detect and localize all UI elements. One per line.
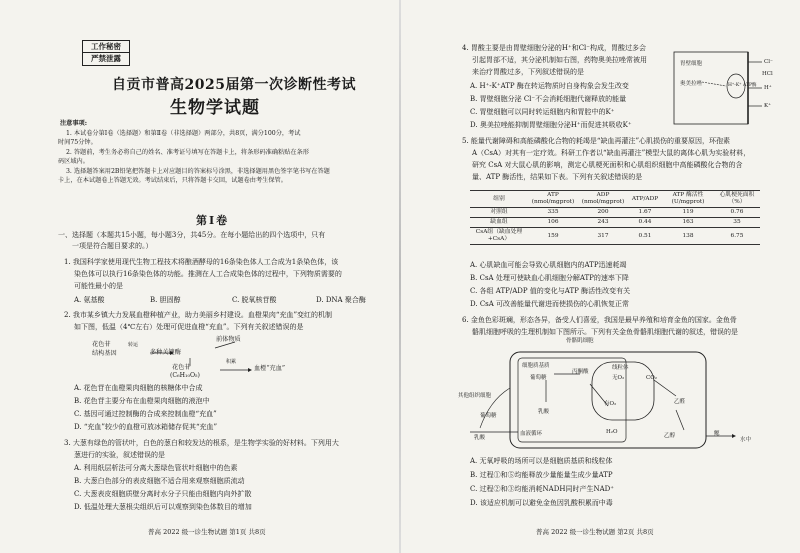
- q5-stem-b: A（CsA）对其有一定疗效。科研工作者以“缺血再灌注”模型大鼠的离体心肌为实验材料，: [472, 149, 751, 157]
- note-2a: 2. 答题前，考生务必将自己的姓名、准考证号填写在答题卡上，将条形码准确粘贴在条形: [66, 149, 309, 156]
- instructions-b: 一项是符合题目要求的。）: [72, 242, 153, 250]
- q1-stem-c: 可能性最小的是: [74, 282, 123, 290]
- q6-fig-pyruvate: 丙酮酸: [572, 369, 589, 375]
- q4-option-c: C. 胃壁细胞可以同时转运细胞内和胃腔中的K⁺: [470, 108, 615, 116]
- confidential-stamp: [82, 40, 130, 66]
- table-cell: 159: [528, 228, 578, 245]
- q6-fig-with-o2: 有O₂: [604, 401, 617, 407]
- q3-option-c: C. 大葱表皮细胞质壁分离时水分子只能由细胞内向外扩散: [74, 490, 252, 498]
- q5-stem-d: 量、ATP 酶活性，结果如下表。下列有关叙述错误的是: [472, 173, 643, 181]
- q4-stem-c: 来治疗胃酸过多，下列叙述错误的是: [472, 68, 584, 76]
- q6-fig-no-o2: 无O₂: [612, 375, 625, 381]
- table-row: [470, 218, 760, 228]
- table-header: ADP (nmol/mgprot): [578, 191, 628, 208]
- q5-option-a: A. 心肌缺血可能会导致心肌细胞内的ATP迅速耗竭: [470, 261, 627, 269]
- q6-option-a: A. 无氧呼吸的场所可以是细胞质基质和线粒体: [470, 457, 613, 465]
- q6-fig-co2: CO₂: [646, 375, 657, 381]
- q6-option-b: B. 过程①和⑤均能释放少量能量生成少量ATP: [470, 471, 613, 479]
- stamp-line1: 工作秘密: [83, 41, 129, 53]
- section-title: 第Ⅰ卷: [196, 214, 230, 227]
- q6-fig-lactate2: 乳酸: [474, 435, 486, 441]
- table-cell: 35: [714, 218, 760, 228]
- q1-option-c: C. 脱氧核苷酸: [232, 296, 277, 304]
- q6-option-d: D. 该适应机制可以避免金鱼因乳酸积累而中毒: [470, 499, 613, 507]
- q6-arrowhead-6: [732, 434, 736, 438]
- q4-fig-pump: H⁺-K⁺ ATP酶: [728, 83, 757, 88]
- table-cell: 6.75: [714, 228, 760, 245]
- q5-option-b: B. CsA 处理可使缺血心肌细胞分解ATP的速率下降: [470, 274, 629, 282]
- note-1a: 1. 本试卷分第Ⅰ卷（选择题）和第Ⅱ卷（非选择题）两部分，共8页，满分100分，考试: [66, 130, 301, 137]
- q4-option-a: A. H⁺-K⁺ATP 酶在转运物质时自身构象会发生改变: [470, 82, 629, 90]
- q6-fig-glucose: 葡萄糖: [530, 375, 547, 381]
- note-3b: 卡上，在本试题卷上答题无效。考试结束后，只将答题卡交回，试题卷由考生保管。: [58, 177, 287, 184]
- table-header: 心肌梗死面积（%）: [714, 191, 760, 208]
- notes-heading: 注意事项:: [60, 120, 88, 127]
- q6-fig-cytoplasm: 细胞质基质: [522, 363, 550, 369]
- table-header: ATP (nmol/mgprot): [528, 191, 578, 208]
- q6-stem-a: 6. 金鱼色彩斑斓，形态各异，备受人们喜爱，我国是最早养殖和培育金鱼的国家。金鱼骨: [462, 316, 737, 324]
- table-header: 组别: [470, 191, 528, 208]
- q1-option-b: B. 胆固醇: [150, 296, 181, 304]
- q5-stem-a: 5. 能量代谢障碍和高能磷酸化合物的耗竭是“缺血再灌注”心肌损伤的重要原因，环孢素: [462, 137, 731, 145]
- q6-fig-gill: 鳃: [714, 431, 720, 437]
- table-cell: 对照组: [470, 208, 528, 218]
- q6-fig-in-water: 水中: [740, 437, 752, 443]
- q6-fig-blood: 血液循环: [520, 431, 543, 437]
- q1-stem-a: 1. 我国科学家使用现代生物工程技术将酿酒酵母的16条染色体人工合成为1条染色体，该: [64, 258, 339, 266]
- q1-option-a: A. 氨基酸: [74, 296, 105, 304]
- q4-option-b: B. 胃壁细胞分泌 Cl⁻不会消耗细胞代谢释放的能量: [470, 95, 627, 103]
- q2-fig-transport: 转运: [128, 342, 139, 348]
- note-2b: 码区域内。: [58, 158, 89, 165]
- note-3a: 3. 选择题答案用2B铅笔把答题卡上对应题目的答案标号涂黑，非选择题用黑色签字笔书写在答题: [66, 168, 330, 175]
- table-cell: 0.44: [628, 218, 662, 228]
- q6-option-c: C. 过程②和③均能消耗NADH同时产生NAD⁺: [470, 485, 614, 493]
- q4-stem-b: 引起胃部不适，其分泌机制如右图，药物奥美拉唑常被用: [472, 56, 647, 64]
- q6-arrow-4: [654, 380, 676, 396]
- table-row: [470, 208, 760, 218]
- q5-stem-c: 研究 CsA 对大鼠心肌的影响，测定心肌梗死面积和心肌组织细胞中高能磷酸化合物的含: [472, 161, 743, 169]
- exam-title: 自贡市普高2025届第一次诊断性考试: [112, 77, 356, 93]
- q6-fig-lactate: 乳酸: [538, 409, 550, 415]
- q2-option-c: C. 基因可通过控制酶的合成来控制血橙“充血”: [74, 410, 217, 418]
- q3-option-d: D. 低温处理大葱根尖组织后可以观察到染色体数目的增加: [74, 503, 252, 511]
- q3-stem-a: 3. 大葱有绿色的管状叶，白色的葱白和较发达的根系，是生物学实验的好材料。下列用大: [64, 439, 339, 447]
- q2-fig-accumulate: 积累: [226, 359, 237, 365]
- q2-option-d: D. “充血”较少的血橙可放冰箱储存促其“充血”: [74, 423, 218, 431]
- table-header: ATP/ADP: [628, 191, 662, 208]
- q4-fig-hcl: HCl: [762, 71, 773, 77]
- q2-arrowhead-4: [248, 368, 252, 372]
- q6-fig-water: H₂O: [606, 429, 618, 435]
- q6-fig-glucose2: 葡萄糖: [480, 413, 497, 419]
- table-row: [470, 228, 760, 245]
- table-header-row: [470, 191, 760, 208]
- q6-fig-acetaldehyde: 乙醛: [674, 399, 686, 405]
- q4-fig-cl: Cl⁻: [764, 59, 773, 65]
- q2-stem-b: 如下图，低温（4℃左右）处理可促进血橙“充血”。下列有关叙述错误的是: [74, 323, 304, 331]
- footer-page-1: 普高 2022 级一诊生物试题 第1页 共8页: [148, 528, 266, 536]
- q2-stem-a: 2. 我市某乡镇大力发展血橙种植产业，助力美丽乡村建设。血橙果肉“充血”变红的机制: [64, 311, 333, 319]
- table-cell: CsA组（缺血处理+CsA）: [470, 228, 528, 245]
- q4-fig-h: H⁺: [764, 85, 772, 91]
- q3-option-b: B. 大葱白色部分的表皮细胞不适合用来观察细胞质流动: [74, 477, 245, 485]
- table-cell: 缺血组: [470, 218, 528, 228]
- table-cell: 106: [528, 218, 578, 228]
- q6-fig-muscle: 骨骼肌细胞: [566, 338, 594, 344]
- table-cell: 200: [578, 208, 628, 218]
- q2-option-b: B. 花色苷主要分布在血橙果肉细胞的液泡中: [74, 397, 210, 405]
- table-header: ATP 酶活性 (U/mgprot): [662, 191, 714, 208]
- q6-fig-other-cells: 其他组织细胞: [458, 393, 492, 399]
- q1-stem-b: 染色体可以执行16条染色体的功能。推测在人工合成染色体的过程中，下列物质需要的: [74, 270, 342, 278]
- q2-fig-result: 血橙“充血”: [254, 365, 286, 372]
- q4-option-d: D. 奥美拉唑能抑制胃壁细胞分泌H⁺而促进其吸收K⁺: [470, 121, 632, 129]
- table-cell: 1.67: [628, 208, 662, 218]
- q3-option-a: A. 利用纸层析法可分离大葱绿色管状叶细胞中的色素: [74, 464, 238, 472]
- footer-page-2: 普高 2022 级一诊生物试题 第2页 共8页: [536, 528, 654, 536]
- q4-fig-drug: 奥美拉唑: [680, 81, 703, 87]
- q2-fig-formula: (C₆H₁₀O₅): [170, 372, 200, 379]
- stamp-line2: 严禁泄露: [91, 54, 121, 63]
- q2-fig-precursor: 前体物质: [216, 336, 241, 343]
- q2-fig-gene: 结构基因: [92, 350, 117, 357]
- q2-fig-pigment2: 花色苷: [172, 364, 191, 371]
- table-cell: 317: [578, 228, 628, 245]
- q4-stem-a: 4. 胃酸主要是由胃壁细胞分泌的H⁺和Cl⁻构成，胃酸过多会: [462, 44, 646, 52]
- table-cell: 335: [528, 208, 578, 218]
- q4-drug-line: [702, 82, 726, 86]
- note-1b: 时间75分钟。: [58, 139, 97, 146]
- q4-fig-cell: 胃壁细胞: [680, 61, 703, 67]
- q5-option-c: C. 各组 ATP/ADP 值的变化与ATP 酶活性改变有关: [470, 287, 631, 295]
- q2-option-a: A. 花色苷在血橙果肉细胞的核糖体中合成: [74, 384, 203, 392]
- q4-fig-k: K⁺: [764, 103, 772, 109]
- q2-fig-pigment: 花色苷: [92, 341, 111, 348]
- q5-data-table: [470, 190, 760, 245]
- table-cell: 0.51: [628, 228, 662, 245]
- q3-stem-b: 葱进行的实验，叙述错误的是: [74, 451, 165, 459]
- table-cell: 138: [662, 228, 714, 245]
- q1-option-d: D. DNA 聚合酶: [316, 296, 366, 304]
- table-cell: 119: [662, 208, 714, 218]
- q6-arrow-5: [676, 410, 684, 430]
- table-cell: 243: [578, 218, 628, 228]
- subject-title: 生物学试题: [170, 98, 260, 118]
- q6-fig-mitochondrion: 线粒体: [612, 365, 629, 371]
- table-cell: 0.76: [714, 208, 760, 218]
- q6-fig-ethanol: 乙醇: [664, 433, 676, 439]
- instructions-a: 一、选择题（本题共15小题，每小题3分，共45分。在每小题给出的四个选项中，只有: [58, 231, 326, 239]
- q5-option-d: D. CsA 可改善能量代谢进而使损伤的心肌恢复正常: [470, 300, 630, 308]
- q2-fig-enzymes: 多种关键酶: [150, 349, 181, 356]
- q6-stem-b: 骼肌细胞呼吸的生理机制如下图所示。下列有关金鱼骨骼肌细胞代谢的叙述，错误的是: [472, 328, 738, 336]
- table-cell: 163: [662, 218, 714, 228]
